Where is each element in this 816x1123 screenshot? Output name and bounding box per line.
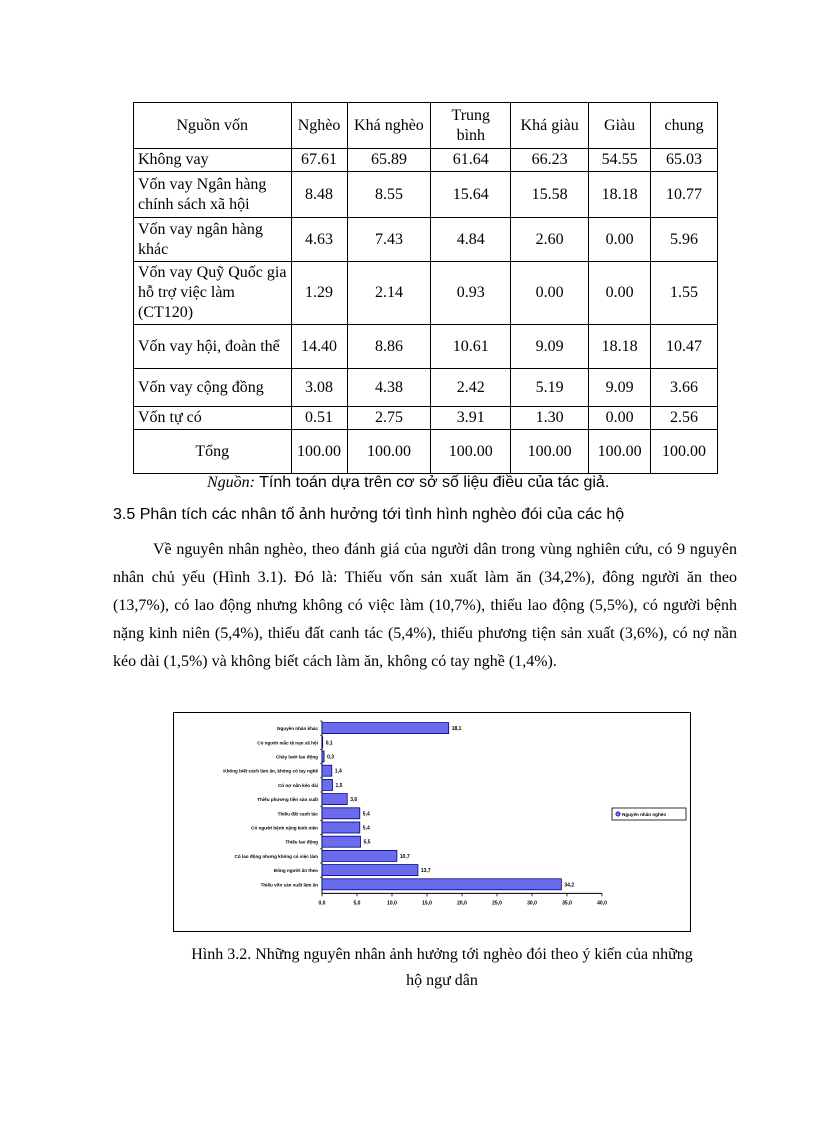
table-row (134, 262, 718, 325)
bar (322, 808, 360, 819)
table-cell: 66.23 (511, 149, 589, 172)
bar (322, 865, 418, 876)
value-label: 5,4 (362, 825, 370, 832)
table-header-cell: Nguồn vốn (134, 103, 292, 149)
source-label: Nguồn: (207, 474, 255, 491)
table-cell: 4.84 (431, 218, 511, 262)
category-label: Nguyên nhân khác (277, 726, 318, 732)
x-tick-label: 30,0 (527, 900, 537, 907)
table-row (134, 407, 718, 430)
category-label: Không biết cách làm ăn, không có tay nghề (223, 768, 318, 774)
value-label: 1,5 (335, 782, 343, 789)
table-row-label: Vốn vay Quỹ Quốc gia hỗ trợ việc làm (CT120) (134, 262, 292, 325)
table-cell: 15.64 (431, 172, 511, 218)
x-tick-label: 35,0 (562, 900, 572, 907)
table-cell: 10.61 (431, 325, 511, 369)
table-cell: 14.40 (291, 325, 347, 369)
table-cell: 100.00 (651, 430, 718, 474)
source-note (207, 474, 609, 492)
value-label: 13,7 (420, 868, 431, 875)
table-row (134, 218, 718, 262)
value-label: 10,7 (399, 853, 410, 860)
table-cell: 100.00 (431, 430, 511, 474)
bar (322, 794, 347, 805)
bar (322, 779, 333, 790)
value-label: 5,4 (362, 811, 370, 818)
table-cell: 65.03 (651, 149, 718, 172)
category-label: Có người bệnh nặng kinh niên (251, 825, 318, 831)
value-label: 3,6 (350, 797, 358, 804)
table-body (134, 103, 718, 474)
x-tick-label: 15,0 (422, 900, 432, 907)
legend-label: Nguyên nhân nghèo (622, 812, 667, 817)
table-header-cell: Khá giàu (511, 103, 589, 149)
table-cell: 100.00 (291, 430, 347, 474)
table-cell: 9.09 (511, 325, 589, 369)
value-label: 5,5 (363, 839, 371, 846)
table-cell: 4.38 (347, 369, 431, 407)
table-cell: 1.29 (291, 262, 347, 325)
table-cell: 100.00 (589, 430, 651, 474)
table-row-label: Vốn vay cộng đồng (134, 369, 292, 407)
category-label: Thiếu phương tiện sản xuất (257, 797, 318, 803)
table-cell: 2.56 (651, 407, 718, 430)
category-label: Chây lười lao động (275, 754, 318, 760)
table-cell: 15.58 (511, 172, 589, 218)
table-cell: 8.86 (347, 325, 431, 369)
category-label: Có lao động nhưng không có việc làm (234, 853, 318, 859)
table-cell: 2.42 (431, 369, 511, 407)
table-cell: 0.00 (511, 262, 589, 325)
x-tick-label: 20,0 (457, 900, 467, 907)
table-row-label: Không vay (134, 149, 292, 172)
table-cell: 10.77 (651, 172, 718, 218)
table-row (134, 369, 718, 407)
table-cell: 3.91 (431, 407, 511, 430)
table-cell: 4.63 (291, 218, 347, 262)
table-row (134, 172, 718, 218)
caption-line-2: hộ ngư dân (406, 972, 478, 989)
table-row (134, 149, 718, 172)
table-row-label: Tổng (134, 430, 292, 474)
table-header-cell: Nghèo (291, 103, 347, 149)
category-label: Có người mắc tệ nạn xã hội (257, 740, 318, 746)
table-cell: 2.75 (347, 407, 431, 430)
x-tick-label: 25,0 (492, 900, 502, 907)
table-row (134, 430, 718, 474)
poverty-causes-chart (173, 712, 691, 932)
bar (322, 850, 397, 861)
figure-caption (140, 942, 744, 994)
table-row-label: Vốn tự có (134, 407, 292, 430)
value-label: 0,1 (325, 740, 333, 747)
section-heading: 3.5 Phân tích các nhân tố ảnh hưởng tới tình hình nghèo đói của các hộ (113, 506, 625, 523)
table-cell: 5.19 (511, 369, 589, 407)
table-cell: 1.30 (511, 407, 589, 430)
legend-swatch (616, 812, 620, 816)
table-header-row (134, 103, 718, 149)
table-cell: 9.09 (589, 369, 651, 407)
value-label: 1,4 (334, 768, 342, 775)
table-row (134, 325, 718, 369)
table-cell: 8.48 (291, 172, 347, 218)
table-cell: 1.55 (651, 262, 718, 325)
category-label: Thiếu vốn sản xuất làm ăn (260, 882, 318, 888)
table-cell: 54.55 (589, 149, 651, 172)
table-cell: 3.66 (651, 369, 718, 407)
table-cell: 7.43 (347, 218, 431, 262)
bar (322, 751, 324, 762)
body-paragraph (113, 536, 737, 676)
x-tick-label: 10,0 (387, 900, 397, 907)
table-cell: 3.08 (291, 369, 347, 407)
category-label: Có nợ nần kéo dài (277, 782, 318, 788)
value-label: 18,1 (451, 726, 462, 733)
table-header-cell: Giàu (589, 103, 651, 149)
table-cell: 100.00 (511, 430, 589, 474)
bar (322, 737, 323, 748)
table-cell: 67.61 (291, 149, 347, 172)
table-cell: 2.60 (511, 218, 589, 262)
x-tick-label: 40,0 (597, 900, 607, 907)
bar (322, 765, 332, 776)
table-cell: 61.64 (431, 149, 511, 172)
table-row-label: Vốn vay hội, đoàn thể (134, 325, 292, 369)
table-row-label: Vốn vay ngân hàng khác (134, 218, 292, 262)
bar (322, 879, 561, 890)
table-cell: 0.00 (589, 407, 651, 430)
table-cell: 0.93 (431, 262, 511, 325)
table-cell: 2.14 (347, 262, 431, 325)
category-label: Đông người ăn theo (273, 868, 318, 874)
table-header-cell: chung (651, 103, 718, 149)
category-label: Thiếu đất canh tác (277, 811, 318, 817)
table-cell: 18.18 (589, 325, 651, 369)
table-cell: 65.89 (347, 149, 431, 172)
table-cell: 10.47 (651, 325, 718, 369)
chart-svg (174, 713, 690, 931)
category-label: Thiếu lao động (285, 839, 318, 845)
source-text: Tính toán dựa trên cơ sở số liệu điều của tác giả. (255, 474, 610, 491)
x-tick-label: 5,0 (353, 900, 361, 907)
bar (322, 822, 360, 833)
value-label: 34,2 (564, 882, 575, 889)
table-cell: 0.51 (291, 407, 347, 430)
value-label: 0,3 (327, 754, 335, 761)
table-cell: 100.00 (347, 430, 431, 474)
table-header-cell: Trung bình (431, 103, 511, 149)
table-cell: 18.18 (589, 172, 651, 218)
table-cell: 0.00 (589, 218, 651, 262)
body-paragraph-text: Về nguyên nhân nghèo, theo đánh giá của người dân trong vùng nghiên cứu, có 9 nguyên nhân chủ yếu (Hình 3.1). Đó là: Thiếu vốn sản xuất làm ăn (34,2%), đông người ăn theo (13,7%), có lao động nhưng không có việc làm (10,7%), thiếu lao động (5,5%), có người bệnh nặng kinh niên (5,4%), thiếu đất canh tác (5,4%), thiếu phương tiện sản xuất (3,6%), có nợ nần kéo dài (1,5%) và không biết cách làm ăn, không có tay nghề (1,4%). (113, 541, 737, 670)
bar (322, 836, 361, 847)
table-cell: 5.96 (651, 218, 718, 262)
table-row-label: Vốn vay Ngân hàng chính sách xã hội (134, 172, 292, 218)
x-tick-label: 0,0 (318, 900, 326, 907)
table-header-cell: Khá nghèo (347, 103, 431, 149)
capital-source-table (133, 102, 718, 474)
table-cell: 0.00 (589, 262, 651, 325)
caption-line-1: Hình 3.2. Những nguyên nhân ảnh hưởng tới nghèo đói theo ý kiến của những (191, 946, 693, 963)
bar (322, 723, 449, 734)
table-cell: 8.55 (347, 172, 431, 218)
